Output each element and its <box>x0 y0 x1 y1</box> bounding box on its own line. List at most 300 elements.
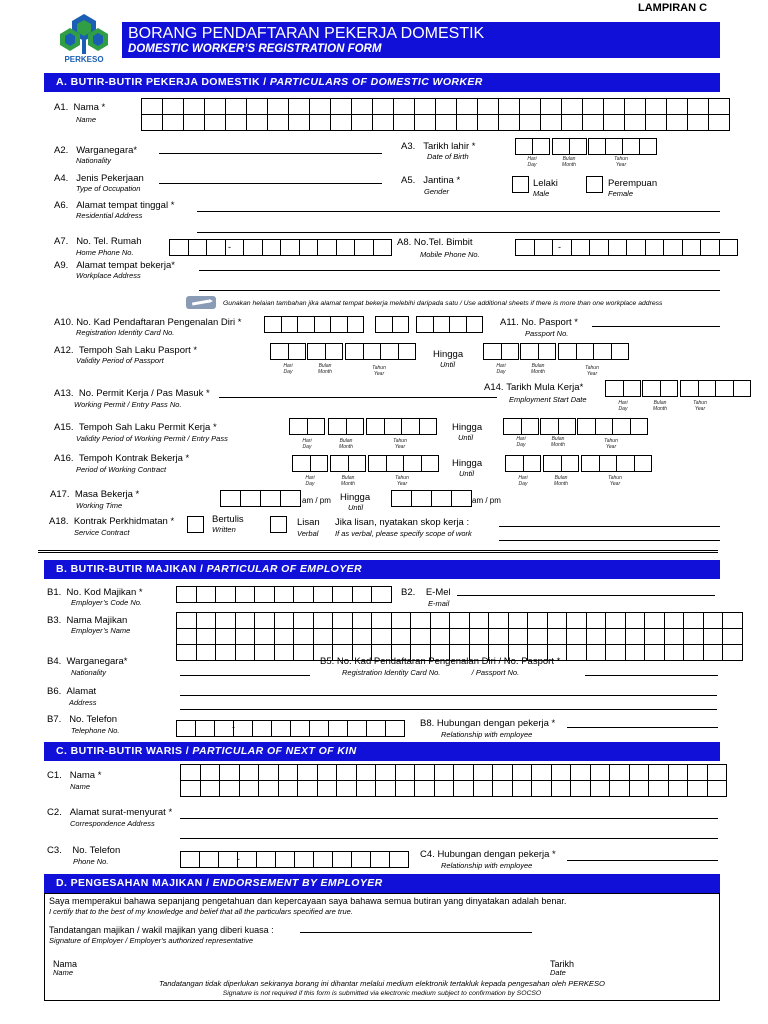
char-cell[interactable] <box>260 490 281 507</box>
char-cell[interactable] <box>508 612 529 629</box>
char-cell[interactable] <box>262 239 282 256</box>
char-cell[interactable] <box>372 98 394 115</box>
char-cell[interactable] <box>540 98 562 115</box>
char-cell[interactable] <box>317 764 338 781</box>
char-cell[interactable] <box>313 851 333 868</box>
char-cell[interactable] <box>558 343 577 360</box>
char-cell[interactable] <box>239 764 260 781</box>
char-cell[interactable] <box>352 628 373 645</box>
char-cell[interactable] <box>176 628 197 645</box>
a16-to-month[interactable] <box>543 455 578 472</box>
char-cell[interactable] <box>527 628 548 645</box>
char-cell[interactable] <box>297 316 315 333</box>
char-cell[interactable] <box>645 114 667 131</box>
char-cell[interactable] <box>215 586 236 603</box>
char-cell[interactable] <box>707 780 728 797</box>
char-cell[interactable] <box>663 239 683 256</box>
char-cell[interactable] <box>416 316 434 333</box>
char-cell[interactable] <box>348 455 367 472</box>
char-cell[interactable] <box>292 455 311 472</box>
char-cell[interactable] <box>395 780 416 797</box>
char-cell[interactable] <box>375 316 393 333</box>
a15-from-day[interactable] <box>289 418 324 435</box>
char-cell[interactable] <box>624 114 646 131</box>
char-cell[interactable] <box>256 851 276 868</box>
char-cell[interactable] <box>414 114 436 131</box>
char-cell[interactable] <box>682 239 702 256</box>
a14-start-month[interactable] <box>642 380 677 397</box>
char-cell[interactable] <box>317 239 337 256</box>
char-cell[interactable] <box>220 490 241 507</box>
char-cell[interactable] <box>176 612 197 629</box>
c4-relationship-line[interactable] <box>567 860 718 861</box>
char-cell[interactable] <box>235 628 256 645</box>
char-cell[interactable] <box>590 780 611 797</box>
char-cell[interactable] <box>384 418 403 435</box>
char-cell[interactable] <box>540 114 562 131</box>
char-cell[interactable] <box>634 455 653 472</box>
char-cell[interactable] <box>352 612 373 629</box>
char-cell[interactable] <box>456 98 478 115</box>
a12-to-day[interactable] <box>483 343 518 360</box>
char-cell[interactable] <box>254 644 275 661</box>
c2-address-line-1[interactable] <box>180 818 718 819</box>
char-cell[interactable] <box>660 380 679 397</box>
char-cell[interactable] <box>267 114 289 131</box>
char-cell[interactable] <box>297 764 318 781</box>
char-cell[interactable] <box>214 720 234 737</box>
char-cell[interactable] <box>434 764 455 781</box>
b2-email-line[interactable] <box>457 595 715 596</box>
b6-address-line-1[interactable] <box>180 695 717 696</box>
char-cell[interactable] <box>274 586 295 603</box>
signature-line[interactable] <box>300 932 532 933</box>
char-cell[interactable] <box>547 612 568 629</box>
a16-from-year[interactable] <box>368 455 438 472</box>
char-cell[interactable] <box>698 380 717 397</box>
char-cell[interactable] <box>386 455 405 472</box>
char-cell[interactable] <box>722 612 743 629</box>
char-cell[interactable] <box>648 764 669 781</box>
a12-from-month[interactable] <box>307 343 342 360</box>
a10-ic-grid-part1[interactable] <box>264 316 363 333</box>
char-cell[interactable] <box>240 490 261 507</box>
a16-from-month[interactable] <box>330 455 365 472</box>
b1-employer-code-grid[interactable] <box>176 586 391 603</box>
char-cell[interactable] <box>599 455 618 472</box>
char-cell[interactable] <box>332 586 353 603</box>
char-cell[interactable] <box>664 628 685 645</box>
char-cell[interactable] <box>552 239 572 256</box>
char-cell[interactable] <box>330 455 349 472</box>
char-cell[interactable] <box>566 628 587 645</box>
char-cell[interactable] <box>288 343 307 360</box>
char-cell[interactable] <box>639 138 657 155</box>
char-cell[interactable] <box>521 418 540 435</box>
char-cell[interactable] <box>288 98 310 115</box>
char-cell[interactable] <box>434 780 455 797</box>
char-cell[interactable] <box>577 418 596 435</box>
char-cell[interactable] <box>264 316 282 333</box>
char-cell[interactable] <box>391 490 412 507</box>
char-cell[interactable] <box>351 98 373 115</box>
char-cell[interactable] <box>375 780 396 797</box>
char-cell[interactable] <box>180 851 200 868</box>
char-cell[interactable] <box>547 628 568 645</box>
char-cell[interactable] <box>290 720 310 737</box>
char-cell[interactable] <box>183 114 205 131</box>
char-cell[interactable] <box>570 764 591 781</box>
char-cell[interactable] <box>280 239 300 256</box>
char-cell[interactable] <box>581 455 600 472</box>
char-cell[interactable] <box>297 780 318 797</box>
char-cell[interactable] <box>492 780 513 797</box>
char-cell[interactable] <box>466 316 484 333</box>
char-cell[interactable] <box>666 98 688 115</box>
a10-ic-grid-part3[interactable] <box>416 316 482 333</box>
char-cell[interactable] <box>576 343 595 360</box>
a15-to-year[interactable] <box>577 418 647 435</box>
b8-relationship-line[interactable] <box>567 727 718 728</box>
a3-dob-day[interactable] <box>515 138 549 155</box>
char-cell[interactable] <box>498 98 520 115</box>
char-cell[interactable] <box>356 780 377 797</box>
char-cell[interactable] <box>492 764 513 781</box>
char-cell[interactable] <box>176 720 196 737</box>
char-cell[interactable] <box>200 764 221 781</box>
char-cell[interactable] <box>393 98 415 115</box>
char-cell[interactable] <box>309 114 331 131</box>
char-cell[interactable] <box>352 586 373 603</box>
char-cell[interactable] <box>176 644 197 661</box>
a12-to-year[interactable] <box>558 343 628 360</box>
char-cell[interactable] <box>664 644 685 661</box>
char-cell[interactable] <box>532 138 550 155</box>
char-cell[interactable] <box>642 380 661 397</box>
char-cell[interactable] <box>473 764 494 781</box>
a13-permit-line[interactable] <box>219 397 497 398</box>
char-cell[interactable] <box>373 239 393 256</box>
char-cell[interactable] <box>235 586 256 603</box>
char-cell[interactable] <box>414 98 436 115</box>
char-cell[interactable] <box>722 628 743 645</box>
char-cell[interactable] <box>351 851 371 868</box>
char-cell[interactable] <box>411 490 432 507</box>
b5-id-line[interactable] <box>585 675 718 676</box>
char-cell[interactable] <box>395 764 416 781</box>
char-cell[interactable] <box>612 418 631 435</box>
char-cell[interactable] <box>664 612 685 629</box>
b6-address-line-2[interactable] <box>180 709 717 710</box>
char-cell[interactable] <box>715 380 734 397</box>
char-cell[interactable] <box>588 138 606 155</box>
char-cell[interactable] <box>645 98 667 115</box>
char-cell[interactable] <box>195 720 215 737</box>
char-cell[interactable] <box>605 644 626 661</box>
char-cell[interactable] <box>453 764 474 781</box>
char-cell[interactable] <box>370 851 390 868</box>
b7-telephone-grid[interactable] <box>176 720 404 737</box>
char-cell[interactable] <box>611 343 630 360</box>
char-cell[interactable] <box>505 455 524 472</box>
char-cell[interactable] <box>523 455 542 472</box>
a17-start-time-grid[interactable] <box>220 490 300 507</box>
a14-start-year[interactable] <box>680 380 750 397</box>
char-cell[interactable] <box>366 418 385 435</box>
gender-female-checkbox[interactable] <box>586 176 603 193</box>
a17-end-time-grid[interactable] <box>391 490 471 507</box>
char-cell[interactable] <box>288 114 310 131</box>
char-cell[interactable] <box>183 98 205 115</box>
char-cell[interactable] <box>477 114 499 131</box>
char-cell[interactable] <box>586 628 607 645</box>
char-cell[interactable] <box>310 455 329 472</box>
char-cell[interactable] <box>375 764 396 781</box>
char-cell[interactable] <box>219 780 240 797</box>
char-cell[interactable] <box>508 628 529 645</box>
char-cell[interactable] <box>449 628 470 645</box>
char-cell[interactable] <box>330 316 348 333</box>
char-cell[interactable] <box>309 98 331 115</box>
char-cell[interactable] <box>488 628 509 645</box>
char-cell[interactable] <box>393 114 415 131</box>
char-cell[interactable] <box>246 98 268 115</box>
char-cell[interactable] <box>501 343 520 360</box>
char-cell[interactable] <box>176 586 197 603</box>
char-cell[interactable] <box>293 628 314 645</box>
char-cell[interactable] <box>196 586 217 603</box>
char-cell[interactable] <box>371 628 392 645</box>
c1-name-grid-row1[interactable] <box>180 764 726 781</box>
char-cell[interactable] <box>235 644 256 661</box>
char-cell[interactable] <box>503 418 522 435</box>
char-cell[interactable] <box>644 628 665 645</box>
char-cell[interactable] <box>328 720 348 737</box>
char-cell[interactable] <box>605 628 626 645</box>
char-cell[interactable] <box>624 98 646 115</box>
a3-dob-month[interactable] <box>552 138 586 155</box>
char-cell[interactable] <box>313 628 334 645</box>
char-cell[interactable] <box>558 418 577 435</box>
char-cell[interactable] <box>258 764 279 781</box>
char-cell[interactable] <box>293 612 314 629</box>
a11-passport-line[interactable] <box>592 326 720 327</box>
char-cell[interactable] <box>307 418 326 435</box>
contract-written-checkbox[interactable] <box>187 516 204 533</box>
char-cell[interactable] <box>625 612 646 629</box>
char-cell[interactable] <box>252 720 272 737</box>
a2-nationality-line[interactable] <box>159 153 382 154</box>
char-cell[interactable] <box>561 98 583 115</box>
char-cell[interactable] <box>540 418 559 435</box>
char-cell[interactable] <box>668 764 689 781</box>
char-cell[interactable] <box>307 343 326 360</box>
char-cell[interactable] <box>520 343 539 360</box>
char-cell[interactable] <box>314 316 332 333</box>
char-cell[interactable] <box>605 138 623 155</box>
char-cell[interactable] <box>680 380 699 397</box>
char-cell[interactable] <box>239 780 260 797</box>
char-cell[interactable] <box>313 586 334 603</box>
char-cell[interactable] <box>683 644 704 661</box>
char-cell[interactable] <box>293 586 314 603</box>
char-cell[interactable] <box>683 628 704 645</box>
char-cell[interactable] <box>419 418 438 435</box>
char-cell[interactable] <box>385 720 405 737</box>
char-cell[interactable] <box>683 612 704 629</box>
char-cell[interactable] <box>622 138 640 155</box>
char-cell[interactable] <box>561 114 583 131</box>
a3-dob-year[interactable] <box>588 138 656 155</box>
char-cell[interactable] <box>391 628 412 645</box>
char-cell[interactable] <box>582 114 604 131</box>
char-cell[interactable] <box>141 98 163 115</box>
char-cell[interactable] <box>410 612 431 629</box>
char-cell[interactable] <box>625 644 646 661</box>
char-cell[interactable] <box>534 239 554 256</box>
char-cell[interactable] <box>235 612 256 629</box>
a6-address-line-2[interactable] <box>197 232 720 233</box>
char-cell[interactable] <box>356 764 377 781</box>
char-cell[interactable] <box>309 720 329 737</box>
a9-workplace-line-1[interactable] <box>199 270 720 271</box>
char-cell[interactable] <box>687 780 708 797</box>
char-cell[interactable] <box>586 644 607 661</box>
char-cell[interactable] <box>200 780 221 797</box>
char-cell[interactable] <box>271 720 291 737</box>
char-cell[interactable] <box>141 114 163 131</box>
char-cell[interactable] <box>571 239 591 256</box>
char-cell[interactable] <box>668 780 689 797</box>
char-cell[interactable] <box>332 628 353 645</box>
char-cell[interactable] <box>645 239 665 256</box>
a9-workplace-line-2[interactable] <box>199 290 720 291</box>
a15-from-year[interactable] <box>366 418 436 435</box>
b3-employer-name-row1[interactable] <box>176 612 742 629</box>
a18-scope-line-2[interactable] <box>499 540 720 541</box>
char-cell[interactable] <box>435 98 457 115</box>
char-cell[interactable] <box>625 628 646 645</box>
b3-employer-name-row2[interactable] <box>176 628 742 645</box>
char-cell[interactable] <box>498 114 520 131</box>
char-cell[interactable] <box>204 114 226 131</box>
char-cell[interactable] <box>372 114 394 131</box>
char-cell[interactable] <box>519 98 541 115</box>
char-cell[interactable] <box>371 612 392 629</box>
char-cell[interactable] <box>215 644 236 661</box>
char-cell[interactable] <box>430 628 451 645</box>
char-cell[interactable] <box>551 764 572 781</box>
char-cell[interactable] <box>225 114 247 131</box>
char-cell[interactable] <box>733 380 752 397</box>
char-cell[interactable] <box>477 98 499 115</box>
char-cell[interactable] <box>398 343 417 360</box>
a1-name-grid-row1[interactable] <box>141 98 729 115</box>
char-cell[interactable] <box>391 612 412 629</box>
char-cell[interactable] <box>561 455 580 472</box>
char-cell[interactable] <box>449 316 467 333</box>
c2-address-line-2[interactable] <box>180 838 718 839</box>
char-cell[interactable] <box>589 239 609 256</box>
char-cell[interactable] <box>703 644 724 661</box>
char-cell[interactable] <box>603 114 625 131</box>
char-cell[interactable] <box>233 720 253 737</box>
a12-to-month[interactable] <box>520 343 555 360</box>
char-cell[interactable] <box>162 114 184 131</box>
char-cell[interactable] <box>368 455 387 472</box>
char-cell[interactable] <box>278 764 299 781</box>
a16-to-day[interactable] <box>505 455 540 472</box>
char-cell[interactable] <box>274 612 295 629</box>
char-cell[interactable] <box>225 98 247 115</box>
char-cell[interactable] <box>593 343 612 360</box>
char-cell[interactable] <box>313 612 334 629</box>
char-cell[interactable] <box>258 780 279 797</box>
char-cell[interactable] <box>206 239 226 256</box>
a15-from-month[interactable] <box>328 418 363 435</box>
char-cell[interactable] <box>421 455 440 472</box>
char-cell[interactable] <box>278 780 299 797</box>
char-cell[interactable] <box>270 343 289 360</box>
char-cell[interactable] <box>566 612 587 629</box>
char-cell[interactable] <box>703 628 724 645</box>
char-cell[interactable] <box>204 98 226 115</box>
a16-from-day[interactable] <box>292 455 327 472</box>
char-cell[interactable] <box>237 851 257 868</box>
char-cell[interactable] <box>325 343 344 360</box>
contract-verbal-checkbox[interactable] <box>270 516 287 533</box>
a4-occupation-line[interactable] <box>159 183 382 184</box>
char-cell[interactable] <box>169 239 189 256</box>
char-cell[interactable] <box>371 586 392 603</box>
char-cell[interactable] <box>629 780 650 797</box>
char-cell[interactable] <box>330 114 352 131</box>
char-cell[interactable] <box>336 239 356 256</box>
char-cell[interactable] <box>246 114 268 131</box>
char-cell[interactable] <box>543 455 562 472</box>
char-cell[interactable] <box>347 720 367 737</box>
char-cell[interactable] <box>531 780 552 797</box>
a6-address-line-1[interactable] <box>197 211 720 212</box>
char-cell[interactable] <box>215 612 236 629</box>
char-cell[interactable] <box>512 764 533 781</box>
a15-to-day[interactable] <box>503 418 538 435</box>
char-cell[interactable] <box>722 644 743 661</box>
b4-nationality-line[interactable] <box>180 675 310 676</box>
char-cell[interactable] <box>527 612 548 629</box>
char-cell[interactable] <box>196 644 217 661</box>
char-cell[interactable] <box>299 239 319 256</box>
char-cell[interactable] <box>180 780 201 797</box>
char-cell[interactable] <box>254 612 275 629</box>
char-cell[interactable] <box>332 851 352 868</box>
char-cell[interactable] <box>687 98 709 115</box>
char-cell[interactable] <box>531 764 552 781</box>
a7-home-phone-grid[interactable] <box>169 239 391 256</box>
char-cell[interactable] <box>644 644 665 661</box>
char-cell[interactable] <box>196 612 217 629</box>
char-cell[interactable] <box>435 114 457 131</box>
char-cell[interactable] <box>366 720 386 737</box>
char-cell[interactable] <box>488 612 509 629</box>
char-cell[interactable] <box>666 114 688 131</box>
char-cell[interactable] <box>570 780 591 797</box>
char-cell[interactable] <box>254 586 275 603</box>
char-cell[interactable] <box>180 764 201 781</box>
char-cell[interactable] <box>410 628 431 645</box>
char-cell[interactable] <box>430 612 451 629</box>
char-cell[interactable] <box>449 612 470 629</box>
